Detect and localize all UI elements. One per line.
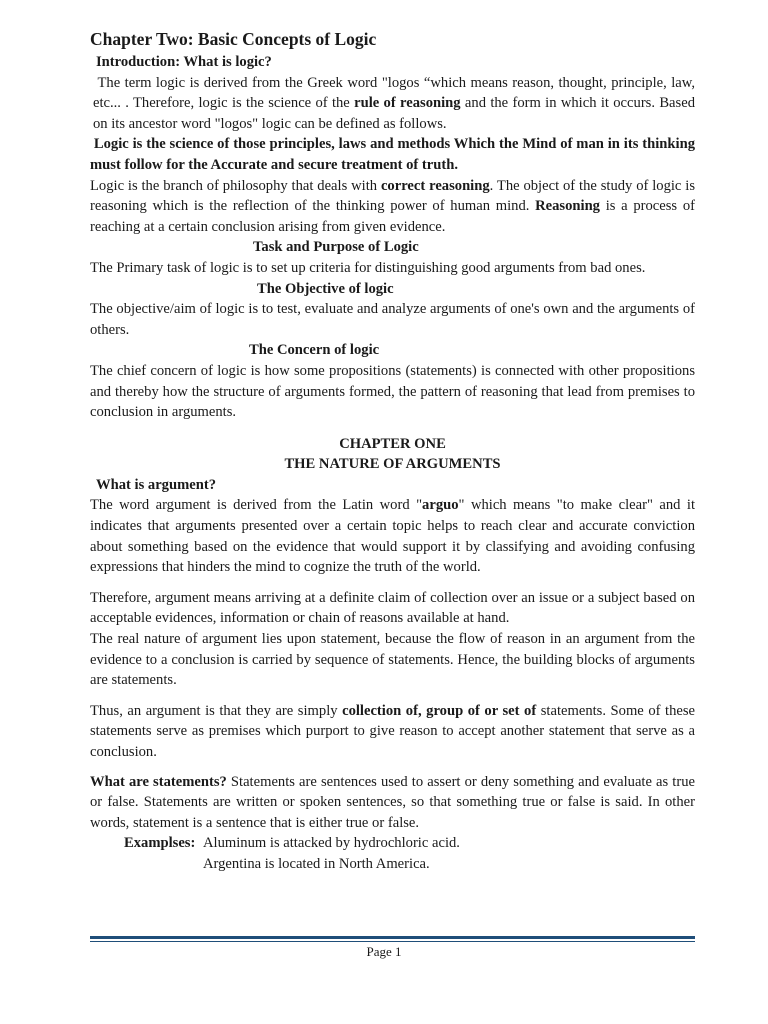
paragraph-text: Logic is the branch of philosophy that deals with <box>90 177 381 194</box>
argument-paragraph-4 <box>90 701 695 763</box>
chapter-label-text: CHAPTER ONE <box>339 435 446 452</box>
intro-text: and the form in which it occurs. Based on its ancestor word "logos" logic can be defined as follows. <box>93 95 695 132</box>
intro-bold: rule of reasoning <box>354 95 461 112</box>
chapter-title: Chapter Two: Basic Concepts of Logic <box>90 29 377 49</box>
examples-label-spacer <box>90 854 203 875</box>
paragraph-bold: correct reasoning <box>380 177 490 194</box>
concern-heading: The Concern of logic <box>249 342 380 359</box>
paragraph-bold: What are statements? <box>90 773 227 790</box>
intro-text: The term logic is derived from the Greek word "logos “which means reason, thought, principle, law, etc... . Therefore, logic is the science of the <box>93 74 696 112</box>
chapter-one-label <box>90 434 695 455</box>
example-item: Aluminum is attacked by hydrochloric acid. <box>203 835 460 852</box>
task-heading: Task and Purpose of Logic <box>253 239 419 256</box>
document-page <box>90 28 695 875</box>
intro-heading: Introduction: What is logic? <box>96 54 272 70</box>
paragraph-text: The word argument is derived from the Latin word " <box>90 497 423 514</box>
chapter-title-text: THE NATURE OF ARGUMENTS <box>284 456 501 473</box>
example-item: Argentina is located in North America. <box>203 855 430 872</box>
page-number: Page 1 <box>366 944 402 959</box>
logic-definition <box>90 134 695 175</box>
argument-heading: What is argument? <box>96 476 216 493</box>
argument-paragraph-3: The real nature of argument lies upon statement, because the flow of reason in an argument from the evidence to a conclusion is carried by sequence of statements. Hence, the building blocks of arguments are statements. <box>90 631 695 689</box>
task-paragraph: The Primary task of logic is to set up criteria for distinguishing good arguments from bad ones. <box>90 259 646 276</box>
chapter-one-title <box>90 454 695 475</box>
intro-paragraph <box>90 73 695 135</box>
argument-paragraph-1 <box>90 495 695 577</box>
argument-paragraph-2: Therefore, argument means arriving at a definite claim of collection over an issue or a subject based on acceptable evidences, information or chain of reasons available at hand. <box>90 589 695 627</box>
paragraph-bold: collection of, group of or set of <box>342 702 537 719</box>
paragraph-text: Thus, an argument is that they are simply <box>90 702 343 719</box>
examples-block <box>90 833 695 874</box>
objective-heading: The Objective of logic <box>257 280 394 297</box>
objective-paragraph: The objective/aim of logic is to test, evaluate and analyze arguments of one's own and the arguments of others. <box>90 301 695 338</box>
paragraph-text: . The object of the study of logic is reasoning which is the reflection of the thinking power of human mind. <box>90 177 695 215</box>
statements-paragraph <box>90 772 695 834</box>
footer-rule <box>90 936 695 942</box>
paragraph-bold: arguo <box>422 497 459 514</box>
paragraph-text: statements. Some of these statements serve as premises which purport to give reason to accept another statement that serve as a conclusion. <box>90 702 696 760</box>
paragraph-text: is a process of reaching at a certain conclusion arising from given evidence. <box>90 198 695 235</box>
example-row <box>90 854 695 875</box>
paragraph-text: Statements are sentences used to assert or deny something and evaluate as true or false. Statements are written or spoken sentences, so that something true or false is said. In other words, statement is a sentence that is either true or false. <box>90 773 695 831</box>
logic-branch-paragraph <box>90 176 695 238</box>
paragraph-text: " which means "to make clear" and it indicates that arguments presented over a certain topic helps to reach clear and accurate conviction about something based on the evidence that would support it by classifying and avoiding confusing expressions that hinders the mind to cognize the truth of the world. <box>90 497 695 576</box>
concern-paragraph: The chief concern of logic is how some propositions (statements) is connected with other propositions and thereby how the structure of arguments formed, the pattern of reasoning that lead from premises to conclusion in arguments. <box>90 362 695 421</box>
examples-label: Examplses: <box>124 835 196 852</box>
paragraph-bold: Reasoning <box>535 198 600 215</box>
definition-text: Logic is the science of those principles, laws and methods Which the Mind of man in its thinking must follow for the Accurate and secure treatment of truth. <box>90 136 695 173</box>
example-row <box>90 833 695 854</box>
